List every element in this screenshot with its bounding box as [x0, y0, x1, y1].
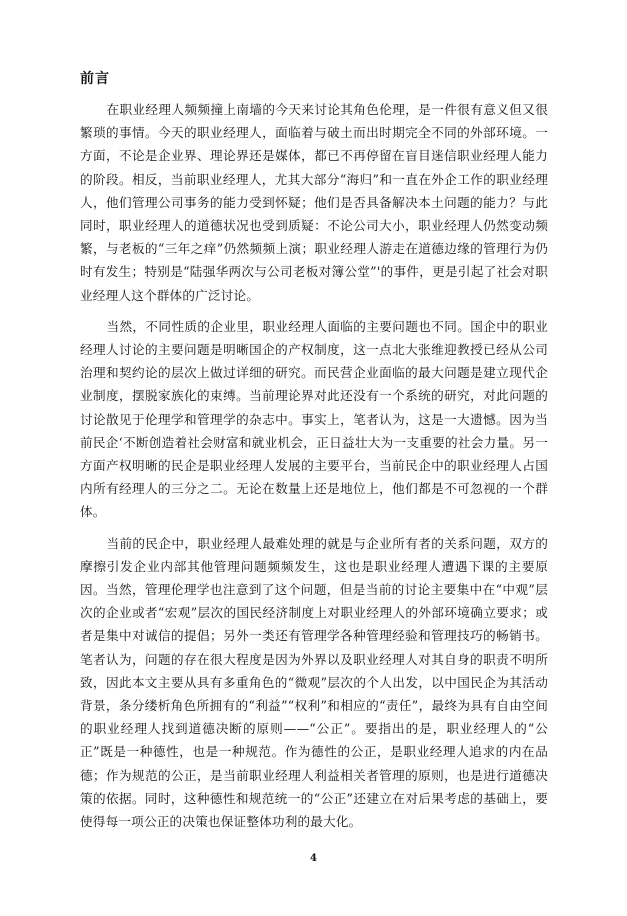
- paragraph-1: 在职业经理人频频撞上南墙的今天来讨论其角色伦理，是一件很有意义但又很繁琐的事情。今天的职业经理人，面临着与破土而出时期完全不同的外部环境。一方面，不论是企业界、理论界还是媒体，都已不再停留在盲目迷信职业经理人能力的阶段。相反，当前职业经理人，尤其大部分“海归”和一直在外企工作的职业经理人，他们管理公司事务的能力受到怀疑；他们是否具备解决本土问题的能力？与此同时，职业经理人的道德状况也受到质疑：不论公司大小，职业经理人仍然变动频繁，与老板的“三年之痒”仍然频频上演；职业经理人游走在道德边缘的管理行为仍时有发生；特别是“陆强华两次与公司老板对簿公堂”'的事件，更是引起了社会对职业经理人这个群体的广泛讨论。: [80, 102, 548, 303]
- body-text: [80, 98, 548, 841]
- page-number: 4: [310, 853, 317, 864]
- paragraph-2: 当然，不同性质的企业里，职业经理人面临的主要问题也不同。国企中的职业经理人讨论的主要问题是明晰国企的产权制度，这一点北大张维迎教授已经从公司治理和契约论的层次上做过详细的研究。而民营企业面临的最大问题是建立现代企业制度，摆脱家族化的束缚。当前理论界对此还没有一个系统的研究，对此问题的讨论散见于伦理学和管理学的杂志中。事实上，笔者认为，这是一大遗憾。因为当前民企‘不断创造着社会财富和就业机会，正日益壮大为一支重要的社会力量。另一方面产权明晰的民企是职业经理人发展的主要平台，当前民企中的职业经理人占国内所有经理人的三分之二。无论在数量上还是地位上，他们都是不可忽视的一个群体。: [80, 318, 548, 520]
- paragraph-3: 当前的民企中，职业经理人最难处理的就是与企业所有者的关系问题，双方的摩擦引发企业内部其他管理问题频频发生，这也是职业经理人遭遇下课的主要原因。当然，管理伦理学也注意到了这个问题，但是当前的讨论主要集中在“中观”层次的企业或者“宏观”层次的国民经济制度上对职业经理人的外部环境确立要求；或者是集中对诚信的提倡；另外一类还有管理学各种管理经验和管理技巧的畅销书。笔者认为，问题的存在很大程度是因为外界以及职业经理人对其自身的职责不明所致，因此本文主要从具有多重角色的“微观”层次的个人出发，以中国民企为其活动背景，条分缕析角色所拥有的“利益”“权利”和相应的“责任”，最终为具有自由空间的职业经理人找到道德决断的原则——“公正”。要指出的是，职业经理人的“公正”既是一种德性，也是一种规范。作为德性的公正，是职业经理人追求的内在品德；作为规范的公正，是当前职业经理人利益相关者管理的原则，也是进行道德决策的依据。同时，这种德性和规范统一的“公正”还建立在对后果考虑的基础上，要使得每一项公正的决策也保证整体功利的最大化。: [80, 535, 548, 830]
- section-heading: 前言: [80, 71, 110, 87]
